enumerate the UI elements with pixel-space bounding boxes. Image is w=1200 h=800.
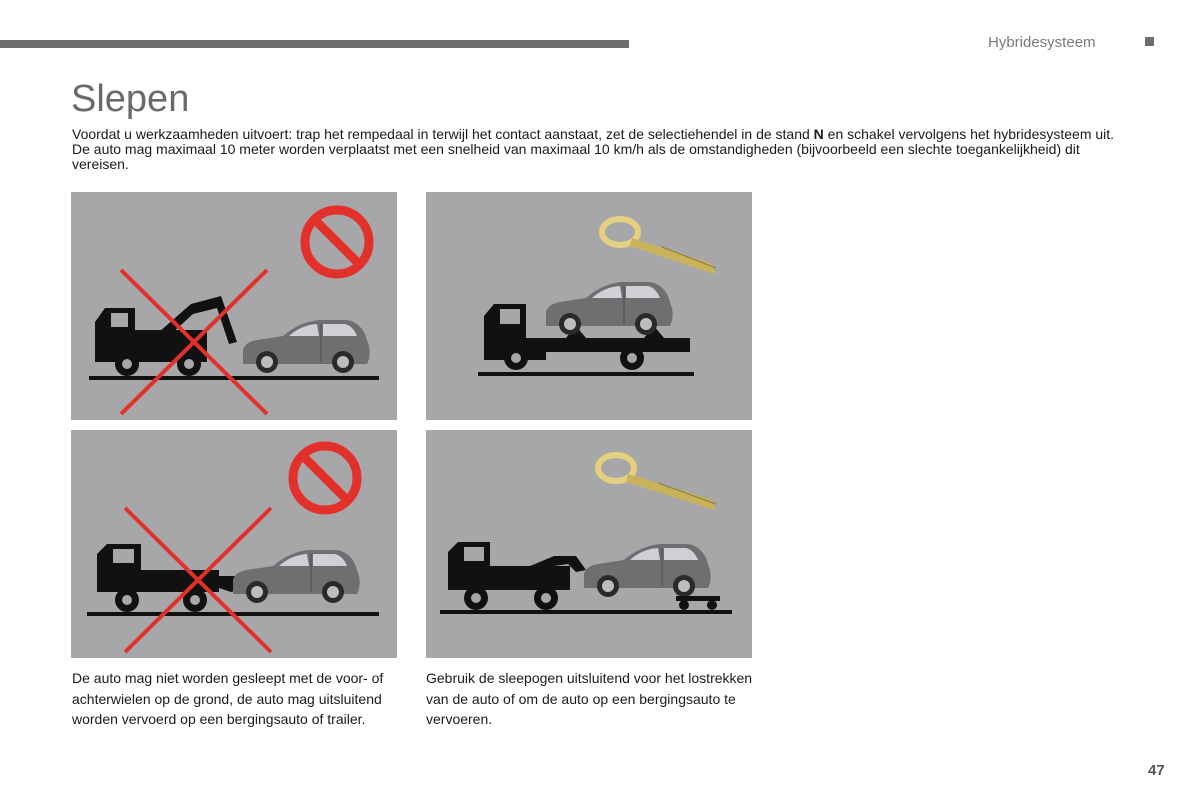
car-icon — [233, 550, 360, 603]
towing-eye-icon — [602, 219, 716, 274]
page-title: Slepen — [71, 78, 190, 120]
section-marker — [1145, 37, 1154, 46]
caption-right: Gebruik de sleepogen uitsluitend voor het lostrekken van de auto of om de auto op een bergingsauto te vervoeren. — [426, 670, 753, 727]
intro-paragraph-2: De auto mag maximaal 10 meter worden verplaatst met een snelheid van maximaal 10 km/h als de omstandigheden (bijvoorbeeld een slechte toegankelijkheid) dit vereisen. — [72, 141, 1080, 172]
no-entry-icon — [293, 446, 357, 510]
header-bar — [0, 40, 629, 48]
illustration-tow-truck-front-wheels-prohibited — [71, 430, 397, 658]
car-icon — [584, 544, 711, 597]
dolly-icon — [676, 596, 720, 610]
intro-text — [72, 127, 1122, 172]
illustration-flatbed-truck-allowed — [426, 192, 752, 420]
caption-left: De auto mag niet worden gesleept met de voor- of achterwielen op de grond, de auto mag uitsluitend worden vervoerd op een bergingsauto of trailer. — [72, 670, 384, 727]
section-title: Hybridesysteem — [988, 34, 1096, 51]
illustration-tow-truck-dolly-allowed — [426, 430, 752, 658]
page-number: 47 — [1148, 762, 1165, 779]
intro-paragraph-1: Voordat u werkzaamheden uitvoert: trap het rempedaal in terwijl het contact aanstaat, zet de selectiehendel in de stand N en schakel vervolgens het hybridesysteem uit. — [72, 126, 1115, 142]
car-icon — [243, 320, 370, 373]
towing-eye-icon — [598, 455, 716, 510]
car-icon — [546, 282, 673, 335]
illustration-tow-truck-lift-prohibited — [71, 192, 397, 420]
no-entry-icon — [305, 210, 369, 274]
tow-truck-icon — [448, 542, 586, 610]
